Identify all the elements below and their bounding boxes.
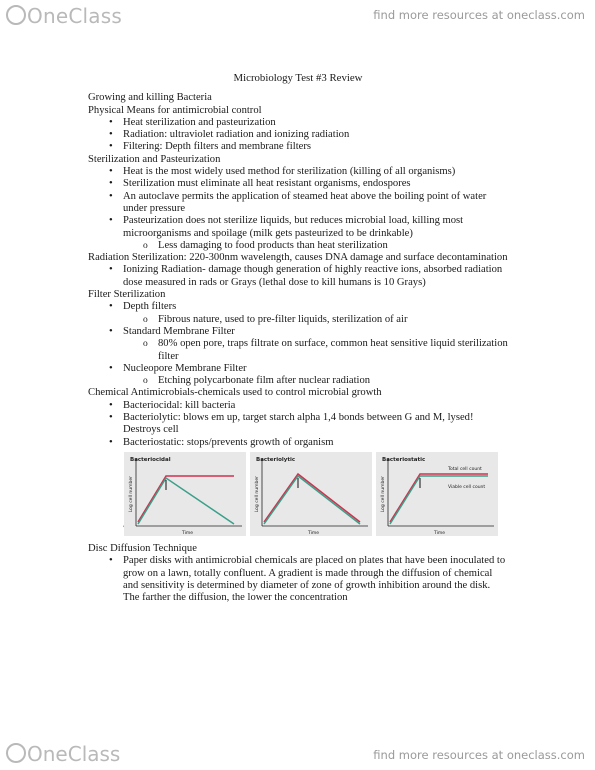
section-heading: Physical Means for antimicrobial control xyxy=(88,104,262,116)
viable-cell-count-label: Viable cell count xyxy=(448,484,486,490)
bullet-list xyxy=(88,400,508,449)
section-heading: Radiation Sterilization: 220-300nm wavelength, causes DNA damage and surface decontamination xyxy=(88,252,508,264)
list-item: • Pasteurization does not sterilize liquids, but reduces microbial load, killing most microorganisms and spoilage (milk gets pasteurized to be drinkable) xyxy=(88,215,508,240)
list-item: • An autoclave permits the application of steamed heat above the boiling point of water under pressure xyxy=(88,191,508,216)
logo-text: OneClass xyxy=(27,4,122,28)
list-item: • Sterilization must eliminate all heat resistant organisms, endospores xyxy=(88,178,508,190)
list-item: • Ionizing Radiation- damage though generation of highly reactive ions, absorbed radiation dose measured in rads or Grays (lethal dose to kill humans is 10 Grays) xyxy=(88,264,508,289)
bacteriolytic-graph xyxy=(250,452,372,536)
graph-title: Bacteriocidal xyxy=(130,456,171,463)
section-heading: Filter Sterilization xyxy=(88,289,166,301)
graph-title: Bacteriostatic xyxy=(382,456,426,463)
footer-resources-link[interactable]: find more resources at oneclass.com xyxy=(373,748,585,762)
header-resources-link[interactable]: find more resources at oneclass.com xyxy=(373,8,585,22)
total-cell-curve xyxy=(264,474,360,522)
growth-curve-figures xyxy=(108,452,508,540)
bullet-list xyxy=(88,301,508,387)
graph-title: Bacteriolytic xyxy=(256,456,296,463)
page-header xyxy=(0,0,595,32)
sub-list-item: o 80% open pore, traps filtrate on surface, common heat sensitive liquid sterilization filter xyxy=(88,338,508,363)
sub-list-item: o Less damaging to food products than heat sterilization xyxy=(88,240,508,252)
section-heading: Chemical Antimicrobials-chemicals used to control microbial growth xyxy=(88,387,382,399)
section-heading: Disc Diffusion Technique xyxy=(88,542,197,554)
viable-cell-curve xyxy=(264,476,360,524)
list-item: • Heat sterilization and pasteurization xyxy=(88,117,508,129)
logo-circle-icon xyxy=(6,743,26,763)
list-item: • Paper disks with antimicrobial chemicals are placed on plates that have been inoculated to grow on a lawn, totally confluent. A gradient is made through the diffusion of chemical and sensitivity is determined by diameter of zone of growth inhibition around the disk. The farther the diffusion, the lower the concentration xyxy=(88,555,508,604)
list-item: • Bacteriolytic: blows em up, target starch alpha 1,4 bonds between G and M, lysed! Destroys cell xyxy=(88,412,508,437)
section-heading: Sterilization and Pasteurization xyxy=(88,153,221,165)
list-item: • Radiation: ultraviolet radiation and ionizing radiation xyxy=(88,129,508,141)
document-body xyxy=(88,72,508,604)
sub-list-item: o Fibrous nature, used to pre-filter liquids, sterilization of air xyxy=(88,314,508,326)
document-title: Microbiology Test #3 Review xyxy=(233,72,363,84)
oneclass-logo[interactable] xyxy=(6,4,122,28)
list-item: • Standard Membrane Filter xyxy=(88,326,508,338)
x-axis-label: Time xyxy=(434,530,446,536)
bullet-list xyxy=(88,555,508,604)
list-item: • Nucleopore Membrane Filter xyxy=(88,363,508,375)
y-axis-label: Log cell number xyxy=(128,475,134,513)
list-item: • Heat is the most widely used method for sterilization (killing of all organisms) xyxy=(88,166,508,178)
logo-text: OneClass xyxy=(27,742,121,766)
bacteriocidal-graph xyxy=(124,452,246,536)
x-axis-label: Time xyxy=(182,530,194,536)
footer-oneclass-logo[interactable] xyxy=(6,742,120,766)
y-axis-label: Log cell number xyxy=(254,475,260,513)
list-item: • Filtering: Depth filters and membrane filters xyxy=(88,141,508,153)
bullet-list xyxy=(88,264,508,289)
x-axis-label: Time xyxy=(308,530,320,536)
bullet-list xyxy=(88,117,508,154)
viable-cell-curve xyxy=(138,478,234,524)
list-item: • Bacteriocidal: kill bacteria xyxy=(88,400,508,412)
bacteriostatic-graph xyxy=(376,452,498,536)
y-axis-label: Log cell number xyxy=(380,475,386,513)
total-cell-count-label: Total cell count xyxy=(448,466,482,472)
list-item: • Depth filters xyxy=(88,301,508,313)
section-heading: Growing and killing Bacteria xyxy=(88,92,212,104)
sub-list-item: o Etching polycarbonate film after nuclear radiation xyxy=(88,375,508,387)
list-item: • Bacteriostatic: stops/prevents growth of organism xyxy=(88,437,508,449)
logo-circle-icon xyxy=(6,5,26,25)
bullet-list xyxy=(88,166,508,252)
